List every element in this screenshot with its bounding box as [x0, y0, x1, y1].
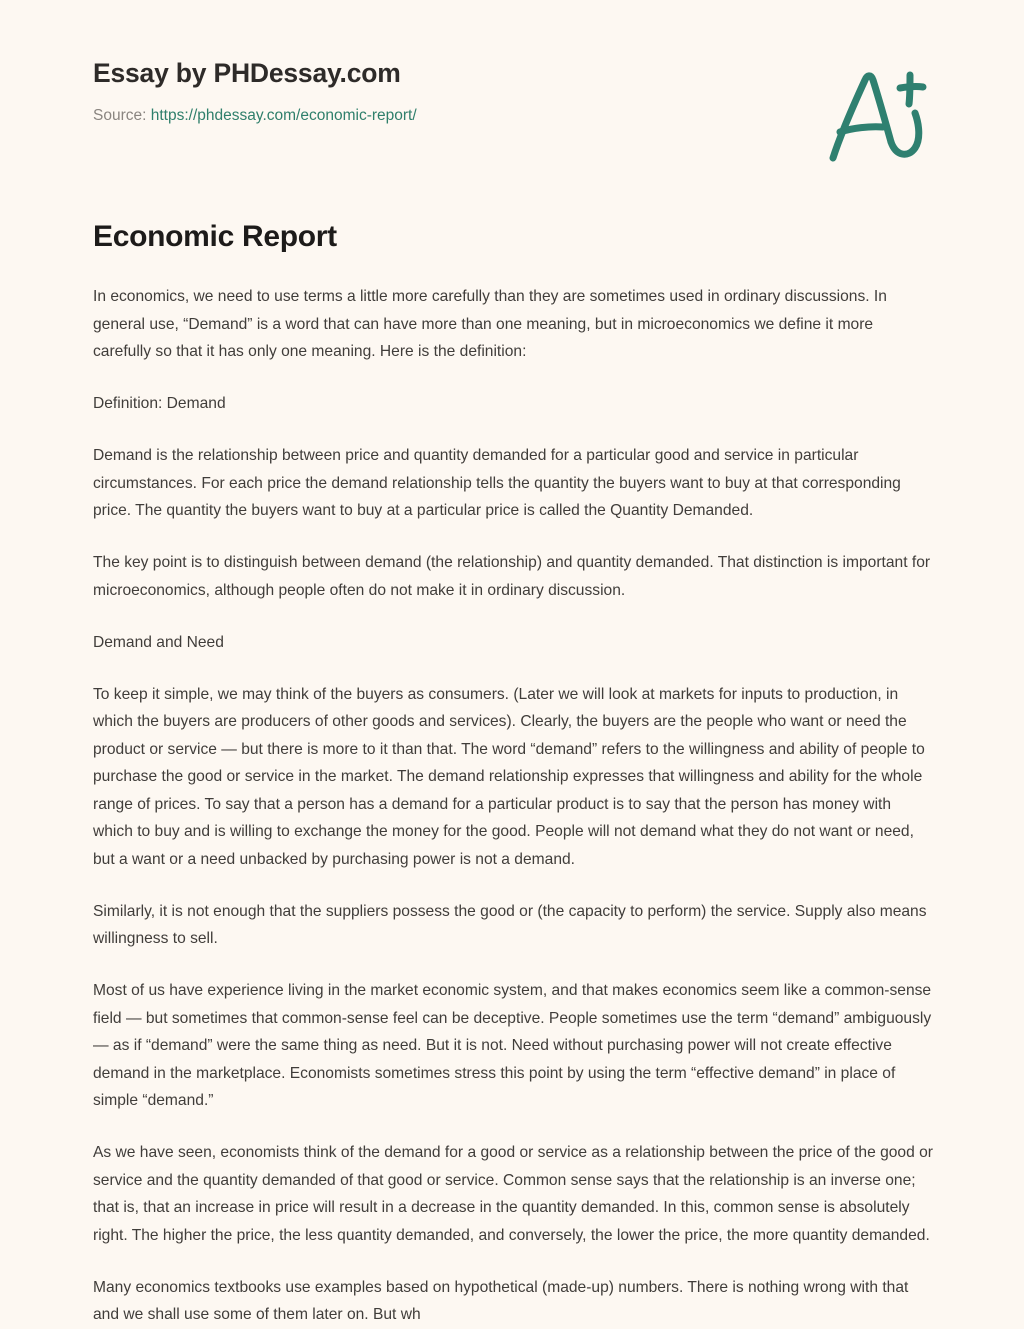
source-line [93, 106, 793, 126]
paragraph: Similarly, it is not enough that the suppliers possess the good or (the capacity to perform) the service. Supply also means willingness to sell. [93, 902, 927, 947]
paragraph: In economics, we need to use terms a little more carefully than they are sometimes used in ordinary discussions. In general use, “Demand” is a word that can have more than one meaning, but in microeconomics we define it more carefully so that it has only one meaning. Here is the definition: [93, 288, 887, 360]
paragraph: Demand is the relationship between price and quantity demanded for a particular good and service in particular circumstances. For each price the demand relationship tells the quantity the buyers want to buy at that corresponding price. The quantity the buyers want to buy at a particular price is called the Quantity Demanded. [93, 447, 901, 519]
paragraph: Most of us have experience living in the market economic system, and that makes economics seem like a common-sense field — but sometimes that common-sense feel can be deceptive. People sometimes use the term “demand” ambiguously — as if “demand” were the same thing as need. But it is not. Need without purchasing power will not create effective demand in the marketplace. Economists sometimes stress this point by using the term “effective demand” in place of simple “demand.” [93, 982, 932, 1109]
paragraph: Demand and Need [93, 633, 224, 651]
page-header [93, 58, 793, 126]
brand-title: Essay by PHDessay.com [93, 58, 401, 88]
source-url-link[interactable]: https://phdessay.com/economic-report/ [150, 106, 417, 124]
paragraph: The key point is to distinguish between demand (the relationship) and quantity demanded. That distinction is important for microeconomics, although people often do not make it in ordinary discussion. [93, 554, 931, 599]
paragraph: Definition: Demand [93, 395, 226, 412]
essay-body [93, 283, 933, 1329]
aplus-logo-icon [820, 66, 932, 166]
paragraph: Many economics textbooks use examples based on hypothetical (made-up) numbers. There is nothing wrong with that and we shall use some of them later on. But wh [93, 1278, 909, 1323]
paragraph: As we have seen, economists think of the demand for a good or service as a relationship between the price of the good or service and the quantity demanded of that good or service. Common sense says that the relationship is an inverse one; that is, that an increase in price will result in a decrease in the quantity demanded. In this, common sense is absolutely right. The higher the price, the less quantity demanded, and conversely, the lower the price, the more quantity demanded. [93, 1144, 933, 1244]
paragraph: To keep it simple, we may think of the buyers as consumers. (Later we will look at markets for inputs to production, in which the buyers are producers of other goods and services). Clearly, the buyers are the people who want or need the product or service — but there is more to it than that. The word “demand” refers to the willingness and ability of people to purchase the good or service in the market. The demand relationship expresses that willingness and ability for the whole range of prices. To say that a person has a demand for a particular product is to say that the person has money with which to buy and is willing to exchange the money for the good. People will not demand what they do not want or need, but a want or a need unbacked by purchasing power is not a demand. [93, 685, 925, 868]
source-label: Source: [93, 106, 147, 124]
page-title: Economic Report [93, 220, 337, 253]
